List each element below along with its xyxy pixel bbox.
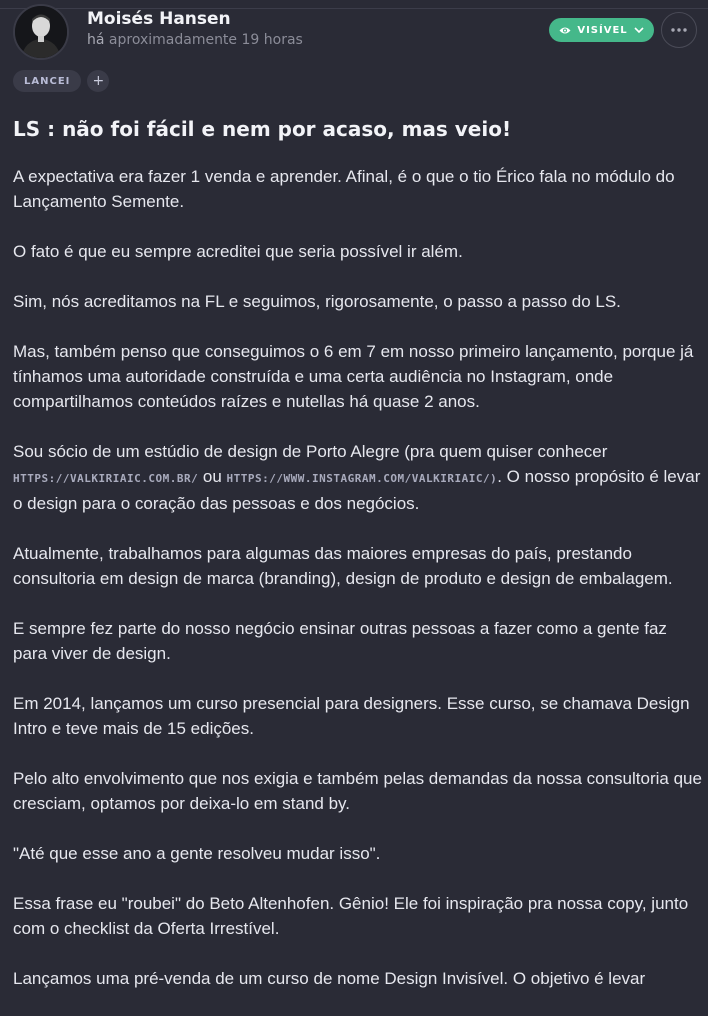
paragraph — [13, 439, 703, 516]
post-body — [13, 164, 703, 1016]
avatar-image — [15, 6, 67, 58]
post-timestamp — [87, 32, 303, 48]
paragraph: "Até que esse ano a gente resolveu mudar isso". — [13, 844, 381, 863]
visibility-dropdown[interactable] — [549, 18, 654, 42]
post-header — [0, 0, 708, 64]
more-options-button[interactable] — [661, 12, 697, 48]
paragraph: A expectativa era fazer 1 venda e aprender. Afinal, é o que o tio Érico fala no módulo do Lançamento Semente. — [13, 167, 675, 211]
timestamp-text: aproximadamente 19 horas — [108, 32, 303, 48]
paragraph: Pelo alto envolvimento que nos exigia e também pelas demandas da nossa consultoria que cresciam, optamos por deixa-lo em stand by. — [13, 769, 702, 813]
more-horizontal-icon — [671, 28, 687, 32]
paragraph: Sim, nós acreditamos na FL e seguimos, rigorosamente, o passo a passo do LS. — [13, 292, 621, 311]
add-tag-button[interactable]: + — [87, 70, 109, 92]
paragraph: Em 2014, lançamos um curso presencial para designers. Esse curso, se chamava Design Intro e teve mais de 15 edições. — [13, 694, 690, 738]
paragraph: E sempre fez parte do nosso negócio ensinar outras pessoas a fazer como a gente faz para viver de design. — [13, 619, 667, 663]
author-name[interactable]: Moisés Hansen — [87, 9, 231, 29]
paragraph-text: Sou sócio de um estúdio de design de Porto Alegre (pra quem quiser conhecer — [13, 442, 608, 461]
paragraph: Atualmente, trabalhamos para algumas das maiores empresas do país, prestando consultoria em design de marca (branding), design de produto e design de embalagem. — [13, 544, 673, 588]
tag-lancei[interactable]: LANCEI — [13, 70, 81, 92]
chevron-down-icon — [634, 27, 644, 33]
post-title: LS : não foi fácil e nem por acaso, mas veio! — [13, 117, 512, 141]
eye-icon — [559, 26, 571, 35]
visibility-label: VISÍVEL — [577, 24, 628, 36]
paragraph: Lançamos uma pré-venda de um curso de nome Design Invisível. O objetivo é levar — [13, 969, 646, 988]
paragraph: O fato é que eu sempre acreditei que seria possível ir além. — [13, 242, 463, 261]
paragraph-text: ou — [198, 467, 227, 486]
timestamp-prefix: há — [87, 32, 105, 48]
paragraph: Essa frase eu "roubei" do Beto Altenhofen. Gênio! Ele foi inspiração pra nossa copy, junto com o checklist da Oferta Irrestível. — [13, 894, 689, 938]
tag-list — [13, 69, 109, 93]
paragraph-text: . O nosso propósito é levar o design para o coração das pessoas e dos negócios. — [13, 467, 701, 513]
website-link[interactable]: HTTPS://VALKIRIAIC.COM.BR/ — [13, 472, 199, 485]
avatar[interactable] — [13, 4, 69, 60]
instagram-link[interactable]: HTTPS://WWW.INSTAGRAM.COM/VALKIRIAIC/) — [226, 472, 498, 485]
paragraph: Mas, também penso que conseguimos o 6 em 7 em nosso primeiro lançamento, porque já tínhamos uma autoridade construída e uma certa audiência no Instagram, onde compartilhamos conteúdos raízes e nutellas há quase 2 anos. — [13, 342, 694, 411]
